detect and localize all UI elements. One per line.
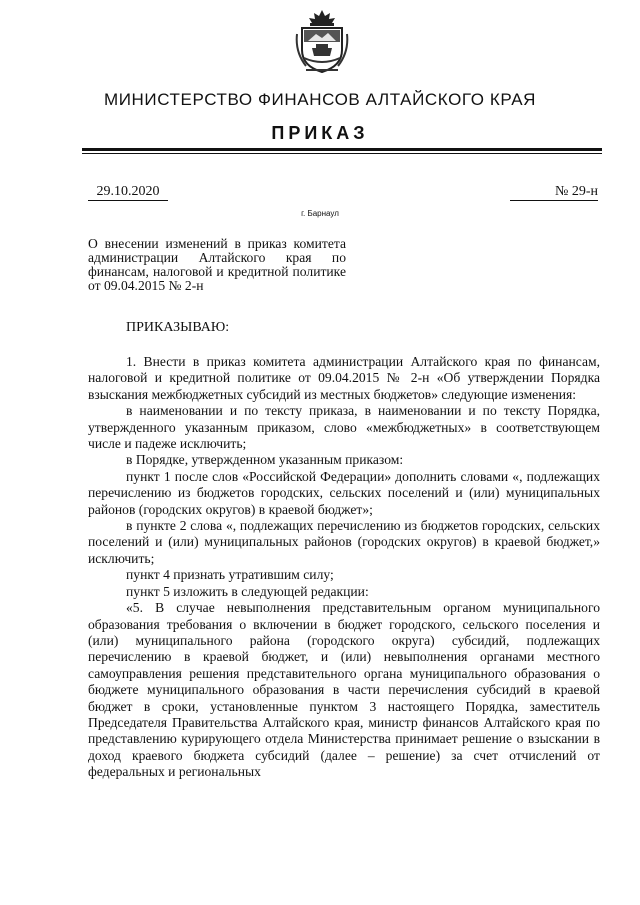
- header-rule-thin: [82, 153, 602, 154]
- ministry-title: МИНИСТЕРСТВО ФИНАНСОВ АЛТАЙСКОГО КРАЯ: [103, 90, 537, 109]
- document-date: 29.10.2020: [88, 184, 168, 201]
- body-paragraph: пункт 5 изложить в следующей редакции:: [126, 583, 369, 599]
- body-paragraph: пункт 4 признать утратившим силу;: [126, 567, 334, 583]
- altai-krai-coat-of-arms-icon: [294, 8, 350, 74]
- body-paragraph: в пункте 2 слова «, подлежащих перечислению из бюджетов городских, сельских поселений и (или) муниципальных районов (городских округов) в краевой бюджет,» исключить;: [88, 518, 600, 566]
- body-paragraph: в наименовании и по тексту приказа, в наименовании и по тексту Порядка, утвержденного указанным приказом, слово «межбюджетных» в соответствующем числе и падеже исключить;: [88, 403, 600, 452]
- body-paragraph: в Порядке, утвержденном указанным приказом:: [126, 452, 404, 468]
- document-city: г. Барнаул: [301, 209, 339, 218]
- document-type-title: ПРИКАЗ: [271, 123, 369, 143]
- order-word: ПРИКАЗЫВАЮ:: [126, 320, 230, 335]
- body-paragraph: пункт 1 после слов «Российской Федерации» дополнить словами «, подлежащих перечислению из бюджетов городских, сельских поселений и (или) муниципальных районов (городских округов) в краевой бюджет»;: [88, 468, 600, 517]
- document-number: № 29-н: [510, 184, 598, 201]
- document-body: [88, 354, 600, 781]
- body-paragraph: 1. Внести в приказ комитета администрации Алтайского края по финансам, налоговой и кредитной политике от 09.04.2015 № 2-н «Об утверждении Порядка взыскания межбюджетных субсидий из местных бюджетов» следующие изменения:: [88, 354, 600, 402]
- document-subject: О внесении изменений в приказ комитета администрации Алтайского края по финансам, налоговой и кредитной политике от 09.04.2015 № 2-н: [88, 236, 346, 293]
- header-rule-thick: [82, 148, 602, 151]
- body-paragraph: «5. В случае невыполнения представительным органом муниципального образования требования о включении в бюджет городского, сельского поселения и (или) муниципального района (городского округа) субсидий, подлежащих перечислению в краевой бюджет, и (или) невыполнения органами местного самоуправления решения представительного органа муниципального образования о бюджете муниципального образования в части перечисления субсидий в краевой бюджет в сроки, установленные пунктом 3 настоящего Порядка, заместитель Председателя Правительства Алтайского края, министр финансов Алтайского края по представлению курирующего отдела Министерства принимает решение о взыскании в доход краевого бюджета субсидий (далее – решение) за счет отчислений от федеральных и региональных: [88, 600, 600, 780]
